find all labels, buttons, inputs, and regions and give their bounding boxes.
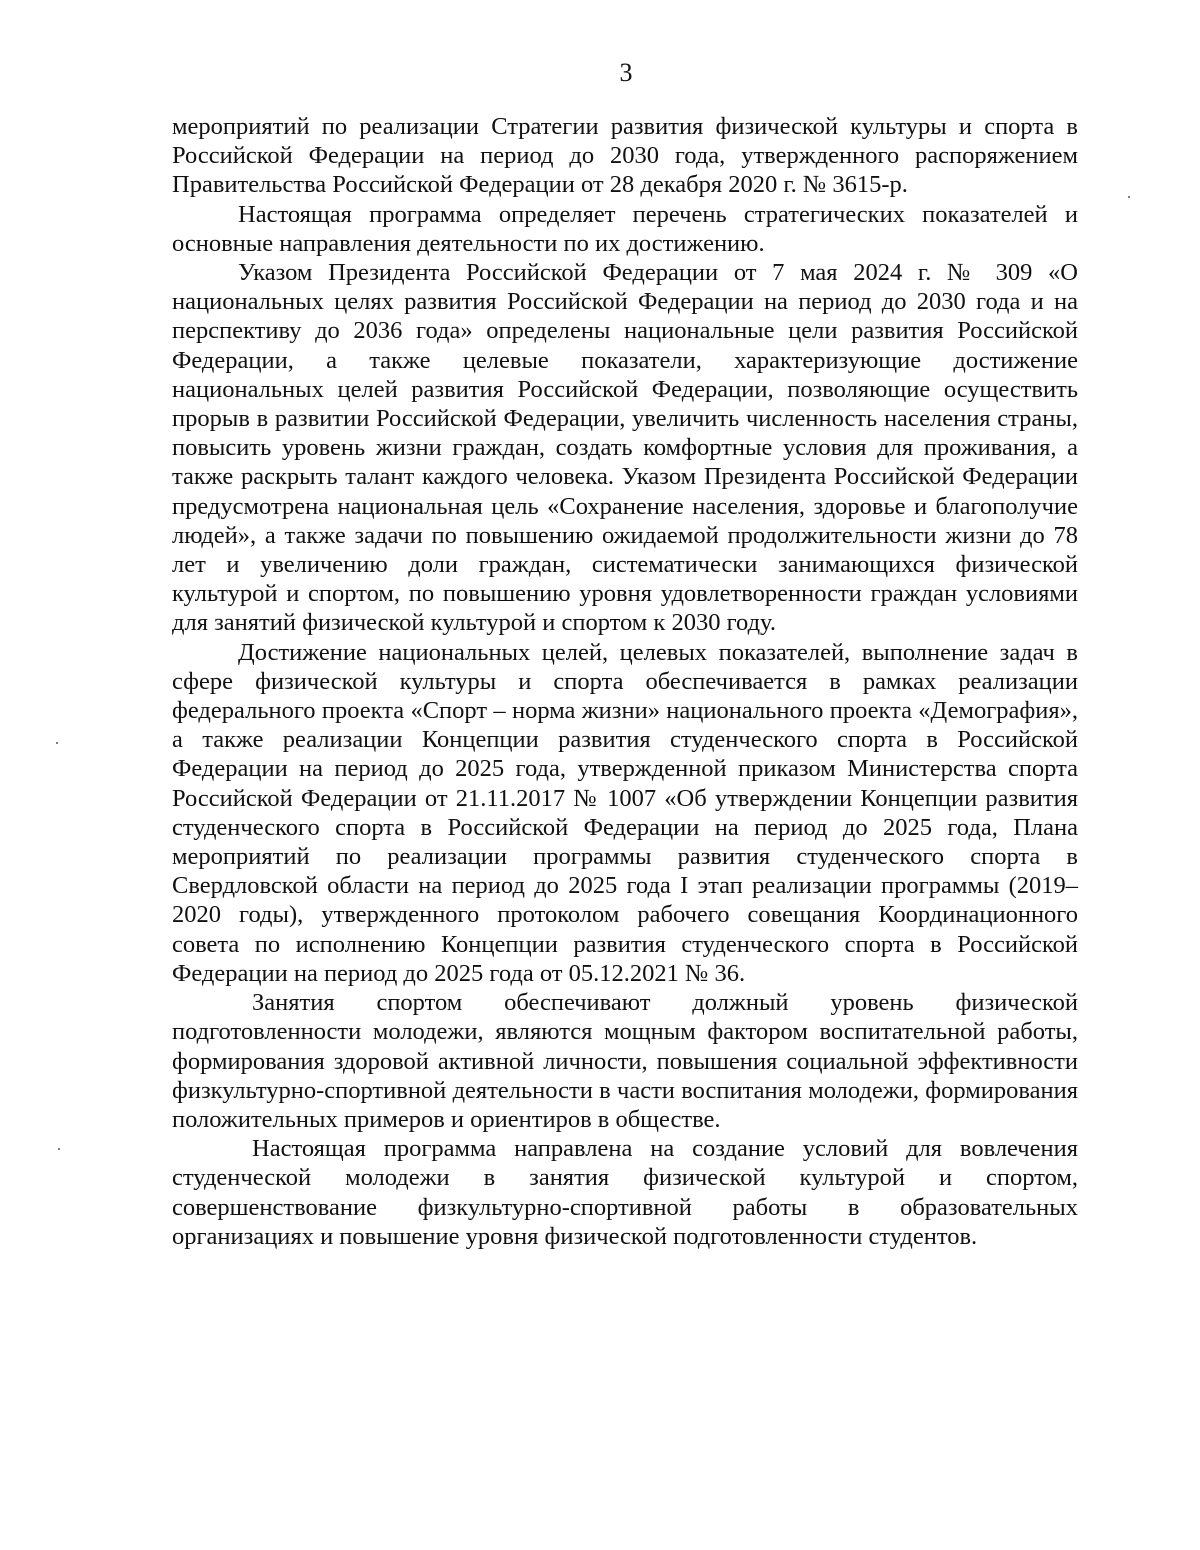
- page-number: 3: [619, 58, 633, 87]
- paragraph-program-purpose: Настоящая программа определяет перечень стратегических показателей и основные направления деятельности по их достижению.: [172, 200, 1078, 257]
- scan-speck: [1128, 196, 1130, 198]
- paragraph-strategy-continuation: мероприятий по реализации Стратегии развития физической культуры и спорта в Российской Федерации на период до 2030 года, утвержденного распоряжением Правительства Российской Федерации от 28 декабря 2020 г. № 3615-р.: [172, 113, 1078, 199]
- paragraph-sport-activities: Занятия спортом обеспечивают должный уровень физической подготовленности молодежи, являются мощным фактором воспитательной работы, формирования здоровой активной личности, повышения социальной эффективности физкультурно-спортивной деятельности в части воспитания молодежи, формирования положительных примеров и ориентиров в обществе.: [172, 989, 1078, 1133]
- paragraph-national-goals: Достижение национальных целей, целевых показателей, выполнение задач в сфере физической культуры и спорта обеспечивается в рамках реализации федерального проекта «Спорт – норма жизни» национального проекта «Демография», а также реализации Концепции развития студенческого спорта в Российской Федерации на период до 2025 года, утвержденной приказом Министерства спорта Российской Федерации от 21.11.2017 № 1007 «Об утверждении Концепции развития студенческого спорта в Российской Федерации на период до 2025 года, Плана мероприятий по реализации программы развития студенческого спорта в Свердловской области на период до 2025 года I этап реализации программы (2019–2020 годы), утвержденного протоколом рабочего совещания Координационного совета по исполнению Концепции развития студенческого спорта в Российской Федерации на период до 2025 года от 05.12.2021 № 36.: [172, 638, 1078, 987]
- paragraph-program-direction: Настоящая программа направлена на создание условий для вовлечения студенческой молодежи в занятия физической культурой и спортом, совершенствование физкультурно-спортивной работы в образовательных организациях и повышение уровня физической подготовленности студентов.: [172, 1135, 1078, 1250]
- body-text: [172, 112, 1078, 1251]
- scan-speck: [58, 1148, 60, 1150]
- scan-speck: [56, 742, 58, 744]
- paragraph-presidential-decree: Указом Президента Российской Федерации от 7 мая 2024 г. № 309 «О национальных целях развития Российской Федерации на период до 2030 года и на перспективу до 2036 года» определены национальные цели развития Российской Федерации, а также целевые показатели, характеризующие достижение национальных целей развития Российской Федерации, позволяющие осуществить прорыв в развитии Российской Федерации, увеличить численность населения страны, повысить уровень жизни граждан, создать комфортные условия для проживания, а также раскрыть талант каждого человека. Указом Президента Российской Федерации предусмотрена национальная цель «Сохранение населения, здоровье и благополучие людей», а также задачи по повышению ожидаемой продолжительности жизни до 78 лет и увеличению доли граждан, систематически занимающихся физической культурой и спортом, по повышению уровня удовлетворенности граждан условиями для занятий физической культурой и спортом к 2030 году.: [172, 259, 1078, 637]
